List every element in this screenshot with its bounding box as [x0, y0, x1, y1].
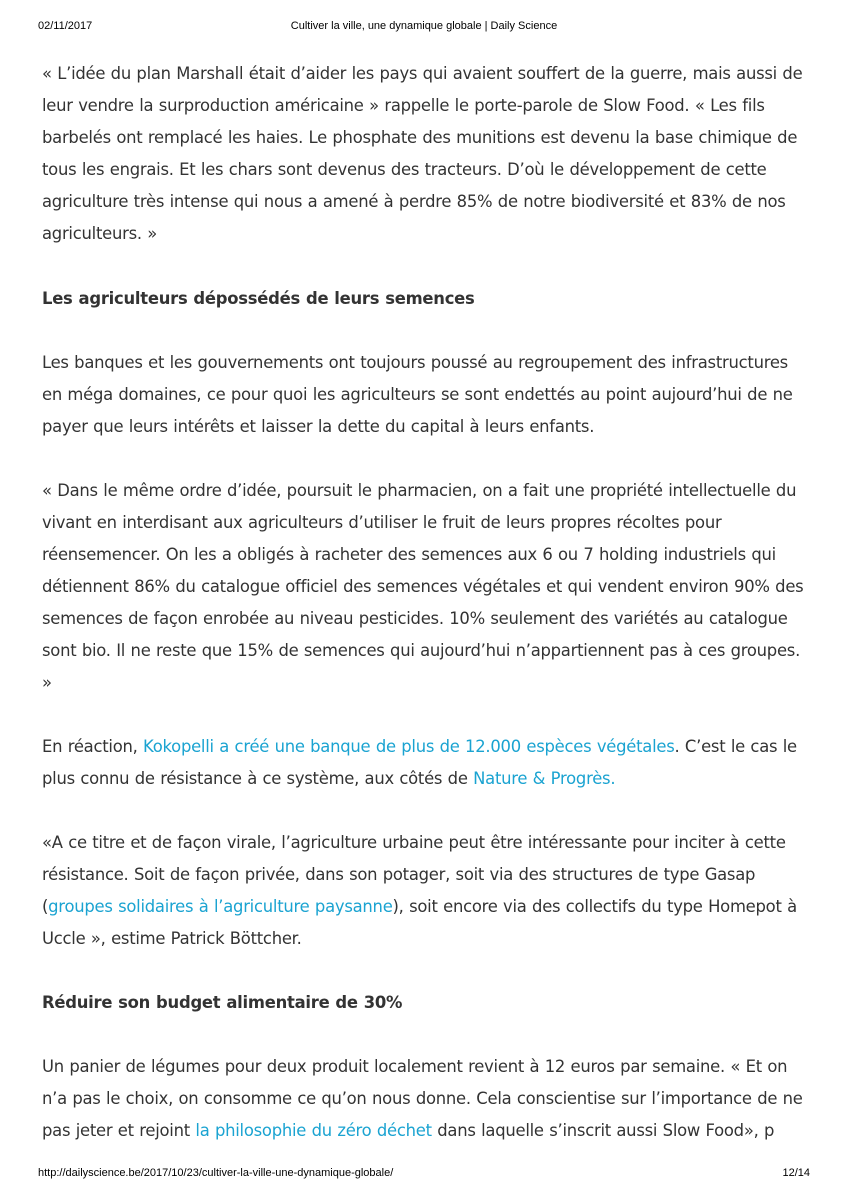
kokopelli-link[interactable]: Kokopelli a créé une banque de plus de 12.000 espèces végétales — [143, 737, 675, 757]
nature-progres-link[interactable]: Nature & Progrès. — [473, 769, 616, 789]
paragraph-pharmacien-quote: « Dans le même ordre d’idée, poursuit le pharmacien, on a fait une propriété intellectuelle du vivant en interdisant aux agriculteurs d’utiliser le fruit de leurs propres récoltes pour réensemencer. On les a obligés à racheter des semences aux 6 ou 7 holding industriels qui détiennent 86% du catalogue officiel des semences végétales et qui vendent environ 90% des semences de façon enrobée au niveau pesticides. 10% seulement des variétés au catalogue sont bio. Il ne reste que 15% de semences qui aujourd’hui n’appartiennent pas à ces groupes. » — [42, 481, 804, 693]
print-date: 02/11/2017 — [38, 20, 93, 32]
print-footer — [38, 1167, 810, 1183]
paragraph-urbaine-text-end: ), soit encore via des collectifs du type Homepot à Uccle », estime Patrick Böttcher. — [42, 897, 797, 949]
paragraph-marshall-quote: « L’idée du plan Marshall était d’aider les pays qui avaient souffert de la guerre, mais aussi de leur vendre la surproduction américaine » rappelle le porte-parole de Slow Food. « Les fils barbelés ont remplacé les haies. Le phosphate des munitions est devenu la base chimique de tous les engrais. Et les chars sont devenus des tracteurs. D’où le développement de cette agriculture très intense qui nous a amené à perdre 85% de notre biodiversité et 83% de nos agriculteurs. » — [42, 64, 803, 244]
paragraph-agriculture-urbaine — [42, 827, 808, 955]
print-header — [38, 20, 810, 36]
paragraph-banques: Les banques et les gouvernements ont toujours poussé au regroupement des infrastructures en méga domaines, ce pour quoi les agriculteurs se sont endettés au point aujourd’hui de ne payer que leurs intérêts et laisser la dette du capital à leurs enfants. — [42, 353, 793, 437]
section-heading-semences: Les agriculteurs dépossédés de leurs semences — [42, 289, 475, 309]
paragraph-kokopelli-text-start: En réaction, — [42, 737, 144, 757]
section-heading-budget: Réduire son budget alimentaire de 30% — [42, 993, 403, 1013]
paragraph-panier-legumes — [42, 1051, 808, 1147]
paragraph-panier-text-end: dans laquelle s’inscrit aussi Slow Food», p — [431, 1121, 775, 1141]
paragraph-panier-text-start: Un panier de légumes pour deux produit localement revient à 12 euros par semaine. « Et on n’a pas le choix, on consomme ce qu’on nous donne. Cela conscientise sur l’importance de ne pas jeter et rejoint — [42, 1057, 803, 1141]
print-page-number: 12/14 — [782, 1167, 810, 1179]
paragraph-urbaine-text-start: «A ce titre et de façon virale, l’agriculture urbaine peut être intéressante pour inciter à cette résistance. Soit de façon privée, dans son potager, soit via des structures de type Gasap ( — [42, 833, 786, 917]
zero-dechet-link[interactable]: la philosophie du zéro déchet — [195, 1121, 432, 1141]
paragraph-kokopelli-text-middle: . C’est le cas le plus connu de résistance à ce système, aux côtés de — [42, 737, 797, 789]
paragraph-kokopelli — [42, 731, 808, 795]
print-page-title: Cultiver la ville, une dynamique globale | Daily Science — [290, 20, 558, 32]
print-url: http://dailyscience.be/2017/10/23/cultiver-la-ville-une-dynamique-globale/ — [38, 1167, 394, 1179]
gasap-link[interactable]: groupes solidaires à l’agriculture paysanne — [48, 897, 393, 917]
